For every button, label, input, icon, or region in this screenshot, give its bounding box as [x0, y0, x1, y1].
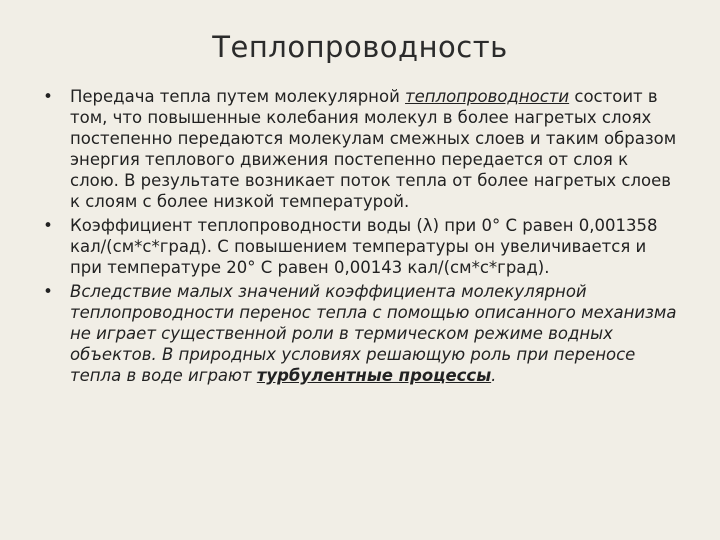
bullet-3-text-pre: Вследствие малых значений коэффициента молекулярной теплопроводности перенос тепла с помощью описанного механизма не играет существенной роли в термическом режиме водных объектов. В природных условиях решающую роль при переносе тепла в воде играют — [70, 282, 677, 385]
bullet-1-emphasis: теплопроводности — [405, 87, 570, 106]
bullet-3-emphasis: турбулентные процессы — [256, 366, 492, 385]
bullet-dot-icon: • — [43, 216, 53, 235]
bullet-3-text-post: . — [491, 366, 497, 385]
slide-title: Теплопроводность — [212, 30, 508, 64]
bullet-dot-icon: • — [43, 282, 53, 301]
bullet-item-2 — [40, 215, 680, 278]
bullet-item-1 — [40, 86, 680, 212]
bullet-1-text-pre: Передача тепла путем молекулярной — [70, 87, 406, 106]
bullet-dot-icon: • — [43, 87, 53, 106]
bullet-item-3 — [40, 281, 680, 386]
bullet-2-text: Коэффициент теплопроводности воды (λ) при 0° С равен 0,001358 кал/(см*с*град). С повышением температуры он увеличивается и при температуре 20° С равен 0,00143 кал/(см*с*град). — [70, 216, 658, 277]
bullet-1-text-post: состоит в том, что повышенные колебания молекул в более нагретых слоях постепенно передаются молекулам смежных слоев и таким образом энергия теплового движения постепенно передается от слоя к слою. В результате возникает поток тепла от более нагретых слоев к слоям с более низкой температурой. — [70, 87, 677, 211]
bullet-list — [40, 86, 680, 389]
